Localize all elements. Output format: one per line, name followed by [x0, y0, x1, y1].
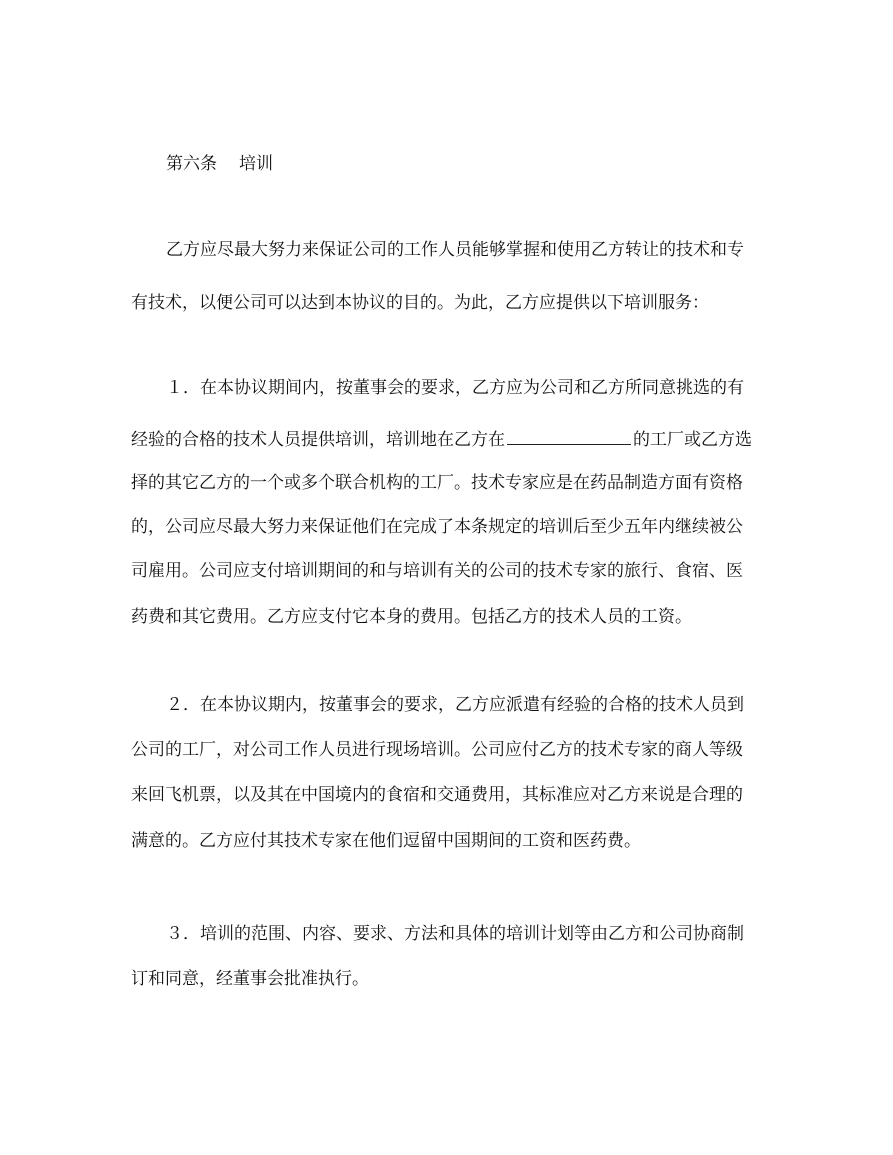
- clause1-line-6: 药费和其它费用。乙方应支付它本身的费用。包括乙方的技术人员的工资。: [131, 607, 692, 627]
- clause1-line-2: [131, 427, 752, 451]
- clause2-line-3: 来回飞机票，以及其在中国境内的食宿和交通费用，其标准应对乙方来说是合理的: [131, 785, 743, 805]
- fill-in-blank: [507, 427, 631, 445]
- intro-line-2: 有技术，以便公司可以达到本协议的目的。为此，乙方应提供以下培训服务：: [131, 293, 709, 313]
- clause1-line-5: 司雇用。公司应支付培训期间的和与培训有关的公司的技术专家的旅行、食宿、医: [131, 561, 743, 581]
- intro-line-1: 乙方应尽最大努力来保证公司的工作人员能够掌握和使用乙方转让的技术和专: [166, 240, 744, 260]
- clause3-line-2: 订和同意，经董事会批准执行。: [131, 969, 369, 989]
- clause1-line-1: １．在本协议期间内，按董事会的要求，乙方应为公司和乙方所同意挑选的有: [166, 378, 744, 398]
- clause2-line-1: ２．在本协议期内，按董事会的要求，乙方应派遣有经验的合格的技术人员到: [166, 695, 744, 715]
- clause3-line-1: ３．培训的范围、内容、要求、方法和具体的培训计划等由乙方和公司协商制: [166, 924, 744, 944]
- clause1-line-3: 择的其它乙方的一个或多个联合机构的工厂。技术专家应是在药品制造方面有资格: [131, 473, 743, 493]
- article-heading: [166, 153, 273, 175]
- clause1-line-2-text-a: 经验的合格的技术人员提供培训，培训地在乙方在: [131, 430, 505, 450]
- clause1-line-4: 的，公司应尽最大努力来保证他们在完成了本条规定的培训后至少五年内继续被公: [131, 517, 743, 537]
- clause1-line-2-text-b: 的工厂或乙方选: [633, 430, 752, 450]
- clause2-line-2: 公司的工厂，对公司工作人员进行现场培训。公司应付乙方的技术专家的商人等级: [131, 740, 743, 760]
- article-title: 培训: [239, 154, 273, 174]
- clause2-line-4: 满意的。乙方应付其技术专家在他们逗留中国期间的工资和医药费。: [131, 831, 641, 851]
- article-number: 第六条: [166, 154, 217, 174]
